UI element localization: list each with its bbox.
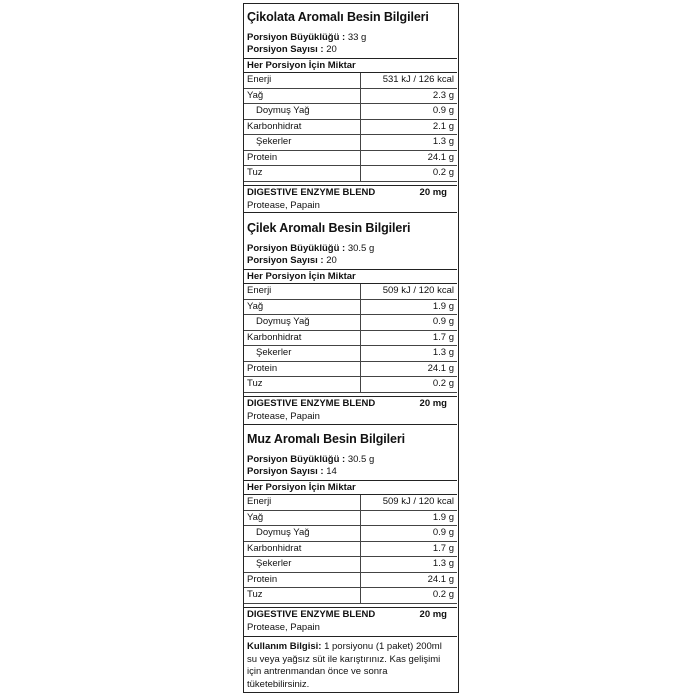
nutrient-name: Şekerler: [244, 346, 361, 362]
nutrient-name: Tuz: [244, 166, 361, 182]
nutrient-value: 1.7 g: [361, 541, 458, 557]
nutrient-value: 2.1 g: [361, 119, 458, 135]
table-row: [244, 377, 457, 393]
serving-size-label: Porsiyon Büyüklüğü :: [247, 32, 346, 43]
table-row: [244, 104, 457, 120]
nutrient-name: Enerji: [244, 495, 361, 510]
serving-size-value: 33 g: [347, 32, 367, 43]
section-divider: [244, 424, 457, 425]
nutrient-name: Yağ: [244, 510, 361, 526]
section-title: Çikolata Aromalı Besin Bilgileri: [247, 10, 429, 24]
serving-size-label: Porsiyon Büyüklüğü :: [247, 243, 346, 254]
nutrient-table: [244, 495, 457, 604]
nutrient-name: Şekerler: [244, 557, 361, 573]
nutrient-value: 0.9 g: [361, 104, 458, 120]
nutrient-value: 1.9 g: [361, 510, 458, 526]
servings-label: Porsiyon Sayısı :: [247, 466, 324, 477]
table-row: [244, 510, 457, 526]
nutrient-value: 1.7 g: [361, 330, 458, 346]
table-row: [244, 557, 457, 573]
nutrient-name: Enerji: [244, 73, 361, 88]
table-row: [244, 88, 457, 104]
nutrient-name: Şekerler: [244, 135, 361, 151]
enzyme-blend-name: DIGESTIVE ENZYME BLEND: [247, 187, 376, 198]
nutrient-value: 1.9 g: [361, 299, 458, 315]
nutrient-name: Tuz: [244, 588, 361, 604]
nutrient-value: 0.2 g: [361, 166, 458, 182]
nutrient-name: Karbonhidrat: [244, 541, 361, 557]
servings-value: 14: [326, 466, 337, 477]
nutrient-value: 2.3 g: [361, 88, 458, 104]
table-row: [244, 541, 457, 557]
table-row: [244, 73, 457, 88]
enzyme-blend-amount: 20 mg: [419, 398, 447, 409]
servings-label: Porsiyon Sayısı :: [247, 44, 324, 55]
nutrient-name: Protein: [244, 572, 361, 588]
serving-size-value: 30.5 g: [347, 454, 375, 465]
servings-value: 20: [326, 255, 337, 266]
servings-label: Porsiyon Sayısı :: [247, 255, 324, 266]
table-row: [244, 284, 457, 299]
table-row: [244, 346, 457, 362]
nutrient-value: 24.1 g: [361, 150, 458, 166]
servings-per-container: [247, 44, 337, 55]
enzyme-blend-amount: 20 mg: [419, 187, 447, 198]
table-row: [244, 299, 457, 315]
amount-per-serving-header: Her Porsiyon İçin Miktar: [244, 269, 457, 284]
nutrient-name: Yağ: [244, 88, 361, 104]
table-row: [244, 526, 457, 542]
nutrient-value: 0.9 g: [361, 315, 458, 331]
nutrient-name: Doymuş Yağ: [244, 315, 361, 331]
table-row: [244, 119, 457, 135]
nutrient-name: Doymuş Yağ: [244, 104, 361, 120]
amount-per-serving-header: Her Porsiyon İçin Miktar: [244, 480, 457, 495]
nutrient-name: Doymuş Yağ: [244, 526, 361, 542]
enzyme-blend: [244, 185, 457, 211]
nutrient-name: Karbonhidrat: [244, 330, 361, 346]
enzyme-blend-contents: Protease, Papain: [247, 200, 320, 211]
serving-size: [247, 243, 374, 254]
section-divider: [244, 636, 457, 637]
nutrient-value: 531 kJ / 126 kcal: [361, 73, 458, 88]
nutrient-value: 1.3 g: [361, 346, 458, 362]
nutrient-value: 0.2 g: [361, 377, 458, 393]
table-row: [244, 315, 457, 331]
enzyme-blend: [244, 396, 457, 422]
nutrient-name: Enerji: [244, 284, 361, 299]
table-row: [244, 150, 457, 166]
nutrient-name: Karbonhidrat: [244, 119, 361, 135]
servings-value: 20: [326, 44, 337, 55]
nutrient-value: 24.1 g: [361, 361, 458, 377]
section-title: Çilek Aromalı Besin Bilgileri: [247, 221, 411, 235]
enzyme-blend-name: DIGESTIVE ENZYME BLEND: [247, 609, 376, 620]
enzyme-blend-contents: Protease, Papain: [247, 622, 320, 633]
serving-size-value: 30.5 g: [347, 243, 375, 254]
nutrient-value: 0.2 g: [361, 588, 458, 604]
servings-per-container: [247, 466, 337, 477]
table-row: [244, 495, 457, 510]
nutrient-value: 509 kJ / 120 kcal: [361, 284, 458, 299]
nutrient-name: Tuz: [244, 377, 361, 393]
nutrient-value: 0.9 g: [361, 526, 458, 542]
nutrient-value: 509 kJ / 120 kcal: [361, 495, 458, 510]
nutrient-name: Yağ: [244, 299, 361, 315]
usage-label: Kullanım Bilgisi:: [247, 641, 322, 652]
section-divider: [244, 212, 457, 213]
nutrient-table: [244, 284, 457, 393]
enzyme-blend-contents: Protease, Papain: [247, 411, 320, 422]
table-row: [244, 572, 457, 588]
enzyme-blend: [244, 607, 457, 633]
table-row: [244, 588, 457, 604]
nutrient-value: 24.1 g: [361, 572, 458, 588]
section-title: Muz Aromalı Besin Bilgileri: [247, 432, 405, 446]
table-row: [244, 135, 457, 151]
serving-size-label: Porsiyon Büyüklüğü :: [247, 454, 346, 465]
nutrient-name: Protein: [244, 361, 361, 377]
amount-per-serving-header: Her Porsiyon İçin Miktar: [244, 58, 457, 73]
usage-text: 1 porsiyonu (1 paket) 200ml su veya yağsız süt ile karıştırınız. Kas gelişimi için antrenmandan önce ve sonra tüketebilirsiniz.: [247, 641, 442, 690]
enzyme-blend-name: DIGESTIVE ENZYME BLEND: [247, 398, 376, 409]
enzyme-blend-amount: 20 mg: [419, 609, 447, 620]
servings-per-container: [247, 255, 337, 266]
nutrient-table: [244, 73, 457, 182]
nutrient-name: Protein: [244, 150, 361, 166]
table-row: [244, 330, 457, 346]
nutrition-facts-label: [243, 3, 459, 693]
serving-size: [247, 32, 366, 43]
table-row: [244, 166, 457, 182]
nutrient-value: 1.3 g: [361, 557, 458, 573]
usage-instructions: [247, 641, 452, 691]
table-row: [244, 361, 457, 377]
nutrient-value: 1.3 g: [361, 135, 458, 151]
serving-size: [247, 454, 374, 465]
